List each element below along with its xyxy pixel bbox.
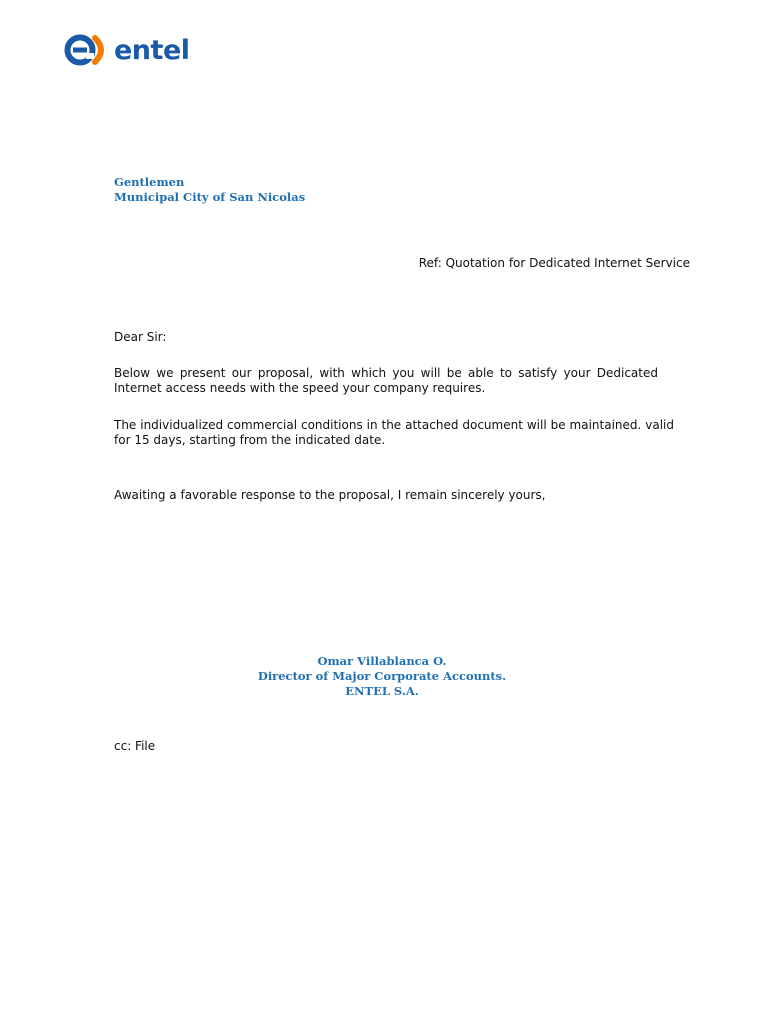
recipient-organization: Municipal City of San Nicolas bbox=[114, 190, 306, 204]
recipient-salutation: Gentlemen bbox=[114, 175, 185, 189]
cc-line: cc: File bbox=[114, 739, 156, 753]
entel-logo-wordmark: entel bbox=[114, 34, 190, 66]
closing-line: Awaiting a favorable response to the proposal, I remain sincerely yours, bbox=[114, 488, 546, 502]
signature-name: Omar Villablanca O. bbox=[317, 654, 447, 668]
signature-title: Director of Major Corporate Accounts. bbox=[257, 669, 507, 683]
reference-line: Ref: Quotation for Dedicated Internet Service bbox=[418, 256, 690, 270]
recipient-block bbox=[114, 175, 305, 205]
body-paragraph-conditions: The individualized commercial conditions in the attached document will be maintained. valid for 15 days, starting from the indicated date. bbox=[114, 418, 674, 447]
salutation: Dear Sir: bbox=[114, 330, 167, 344]
entel-logo-icon bbox=[64, 31, 108, 69]
signature-block bbox=[200, 654, 564, 699]
entel-logo bbox=[64, 30, 190, 70]
body-paragraph-proposal: Below we present our proposal, with which you will be able to satisfy your Dedicated Internet access needs with the speed your company requires. bbox=[114, 366, 658, 395]
signature-company: ENTEL S.A. bbox=[345, 684, 419, 698]
